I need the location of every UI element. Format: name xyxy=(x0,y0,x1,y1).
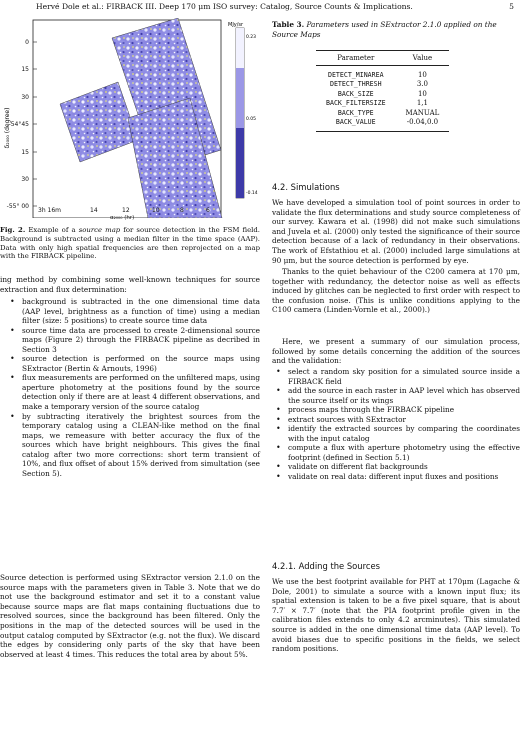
running-header xyxy=(0,2,524,14)
simulations-paragraph-2: Thanks to the quiet behaviour of the C200 camera at 170 μm, together with redundancy, the detector noise as well as effects induced by glitches can be neglected to first order with respect to the confusion noise. (This is unlike conditions applying to the C100 camera (Linden-Vornle et al., 2000).) xyxy=(272,267,520,315)
table-caption: Table 3. Parameters used in SExtractor 2.1.0 applied on the Source Maps xyxy=(272,20,497,39)
colorbar-title: MJy/sr xyxy=(228,22,244,28)
table-row: DETECT_MINAREA 10 xyxy=(327,71,427,79)
sextractor-paragraph: Source detection is performed using SExtractor version 2.1.0 on the source maps with the parameters given in Table 3. Note that we do not use the background estimator and set it to a constant value because source maps are flat maps containing fluctuations due to resolved sources, since the background has been filtered. Only the positions in the map of the detected sources will be used in the output catalog computed by SExtractor (e.g. not the flux). We discard the edges by considering only parts of the sky that have been observed at least 4 times. This reduces the total area by about 5%. xyxy=(0,573,260,659)
list-item: • add the source in each raster in AAP level which has observed the source itself or its wings xyxy=(272,386,520,405)
colorbar-tick: 0.23 xyxy=(246,35,257,40)
table-header: Value xyxy=(396,51,450,66)
y-tick: 30 xyxy=(21,94,29,101)
table-row: BACK_SIZE 10 xyxy=(337,89,427,98)
list-item: • source time data are processed to create 2-dimensional source maps (Figure 2) through the FIRBACK pipeline as decribed in Section 3 xyxy=(0,326,260,355)
figure-caption-label: Fig. 2. xyxy=(0,226,26,234)
simulations-paragraph-3: Here, we present a summary of our simulation process, followed by some details concerning the addition of the sources and the validation: xyxy=(272,337,520,366)
list-item: • compute a flux with aperture photometry using the effective footprint (defined in Section 5.1) xyxy=(272,443,520,462)
intro-paragraph: ing method by combining some well-known techniques for source extraction and flux determination: xyxy=(0,275,260,294)
table-row: BACK_TYPE MANUAL xyxy=(337,108,440,117)
list-item: • identify the extracted sources by comparing the coordinates with the input catalog xyxy=(272,424,520,443)
adding-sources-paragraph: We use the best footprint available for PHT at 170μm (Lagache & Dole, 2001) to simulate a source with a known input flux; its spatial extension is taken to be a five pixel square, that is about 7.7′ × 7.7′ (note that the PIA footprint profile given in the calibration files extends to only 4.2 arcminutes). This simulated source is added in the one dimensional time data (AAP level). To avoid biases due to specific positions in the fields, we select random positions. xyxy=(272,577,520,654)
y-tick: 15 xyxy=(21,66,29,73)
list-item: • process maps through the FIRBACK pipeline xyxy=(272,405,520,415)
table-row: DETECT_THRESH 3.0 xyxy=(329,80,428,89)
x-tick: 14 xyxy=(90,207,98,214)
running-title: Hervé Dole et al.: FIRBACK III. Deep 170 μm ISO survey: Catalog, Source Counts & Implications. xyxy=(36,2,413,11)
y-tick: 15 xyxy=(21,149,29,156)
list-item: • by subtracting iteratively the brightest sources from the temporary catalog using a CLEAN-like method on the final maps, we remeasure with better accuracy the flux of the sources which have bright neighbours. This gives the final catalog after two more corrections: short term transient of 10%, and flux offset of about 15% derived from simultation (see Section 5). xyxy=(0,412,260,479)
y-tick: -55° 00 xyxy=(6,203,29,210)
y-tick: -54°45 xyxy=(8,121,29,128)
x-tick: 8 xyxy=(180,207,184,214)
list-item: • validate on different flat backgrounds xyxy=(272,462,520,472)
x-tick: 12 xyxy=(122,207,130,214)
page-number: 5 xyxy=(509,2,514,11)
figure-caption: Fig. 2. Example of a source map for source detection in the FSM field. Background is subtracted using a median filter in the time space (AAP). Data with only high spatial frequencies are then reprojected on a map with the FIRBACK pipeline. xyxy=(0,226,260,261)
table-caption-label: Table 3. xyxy=(272,20,305,29)
x-tick: 6 xyxy=(206,207,210,214)
y-tick: 0 xyxy=(25,39,29,46)
section-heading-adding-sources: 4.2.1. Adding the Sources xyxy=(272,561,380,571)
list-item: • background is subtracted in the one dimensional time data (AAP level, brightness as a function of time) using a median filter (size: 5 positions) to create source time data xyxy=(0,297,260,326)
x-axis-label: α₂₀₀₀ (hr) xyxy=(110,215,135,221)
list-item: • flux measurements are performed on the unfiltered maps, using aperture photometry at the positions found by the source detection only if there are at least 4 different observations, and make a temporary version of the source catalog xyxy=(0,373,260,411)
x-tick: 10 xyxy=(152,207,160,214)
simulation-steps-list xyxy=(272,367,520,482)
y-axis-label: δ₂₀₀₀ (degree) xyxy=(4,107,11,149)
table-header: Parameter xyxy=(316,51,396,66)
list-item: • source detection is performed on the source maps using SExtractor (Bertin & Arnouts, 1996) xyxy=(0,354,260,373)
source-map-plot xyxy=(0,18,262,218)
colorbar-tick: -0.14 xyxy=(246,191,258,196)
x-tick: 3h 16m xyxy=(38,207,62,214)
colorbar-tick: 0.05 xyxy=(246,117,257,122)
method-list xyxy=(0,297,260,478)
list-item: • validate on real data: different input fluxes and positions xyxy=(272,472,520,482)
parameters-table xyxy=(316,50,449,132)
list-item: • extract sources with SExtractor xyxy=(272,415,520,425)
list-item: • select a random sky position for a simulated source inside a FIRBACK field xyxy=(272,367,520,386)
table-row: BACK_VALUE -0.04,0.0 xyxy=(316,118,449,132)
figure-2 xyxy=(0,18,262,261)
y-tick: 30 xyxy=(21,176,29,183)
simulations-paragraph-1: We have developed a simulation tool of point sources in order to validate the flux determinations and study source completeness of our survey. Kawara et al. (1998) did not make such simulations and Juvela et al. (2000) only tested the significance of their source detection because of a lack of redundancy in their observations. The work of Efstathiou et al. (2000) included large simulations at 90 μm, but the source detection is performed by eye. xyxy=(272,198,520,265)
table-row: BACK_FILTERSIZE 1,1 xyxy=(326,99,428,108)
section-heading-simulations: 4.2. Simulations xyxy=(272,182,340,192)
